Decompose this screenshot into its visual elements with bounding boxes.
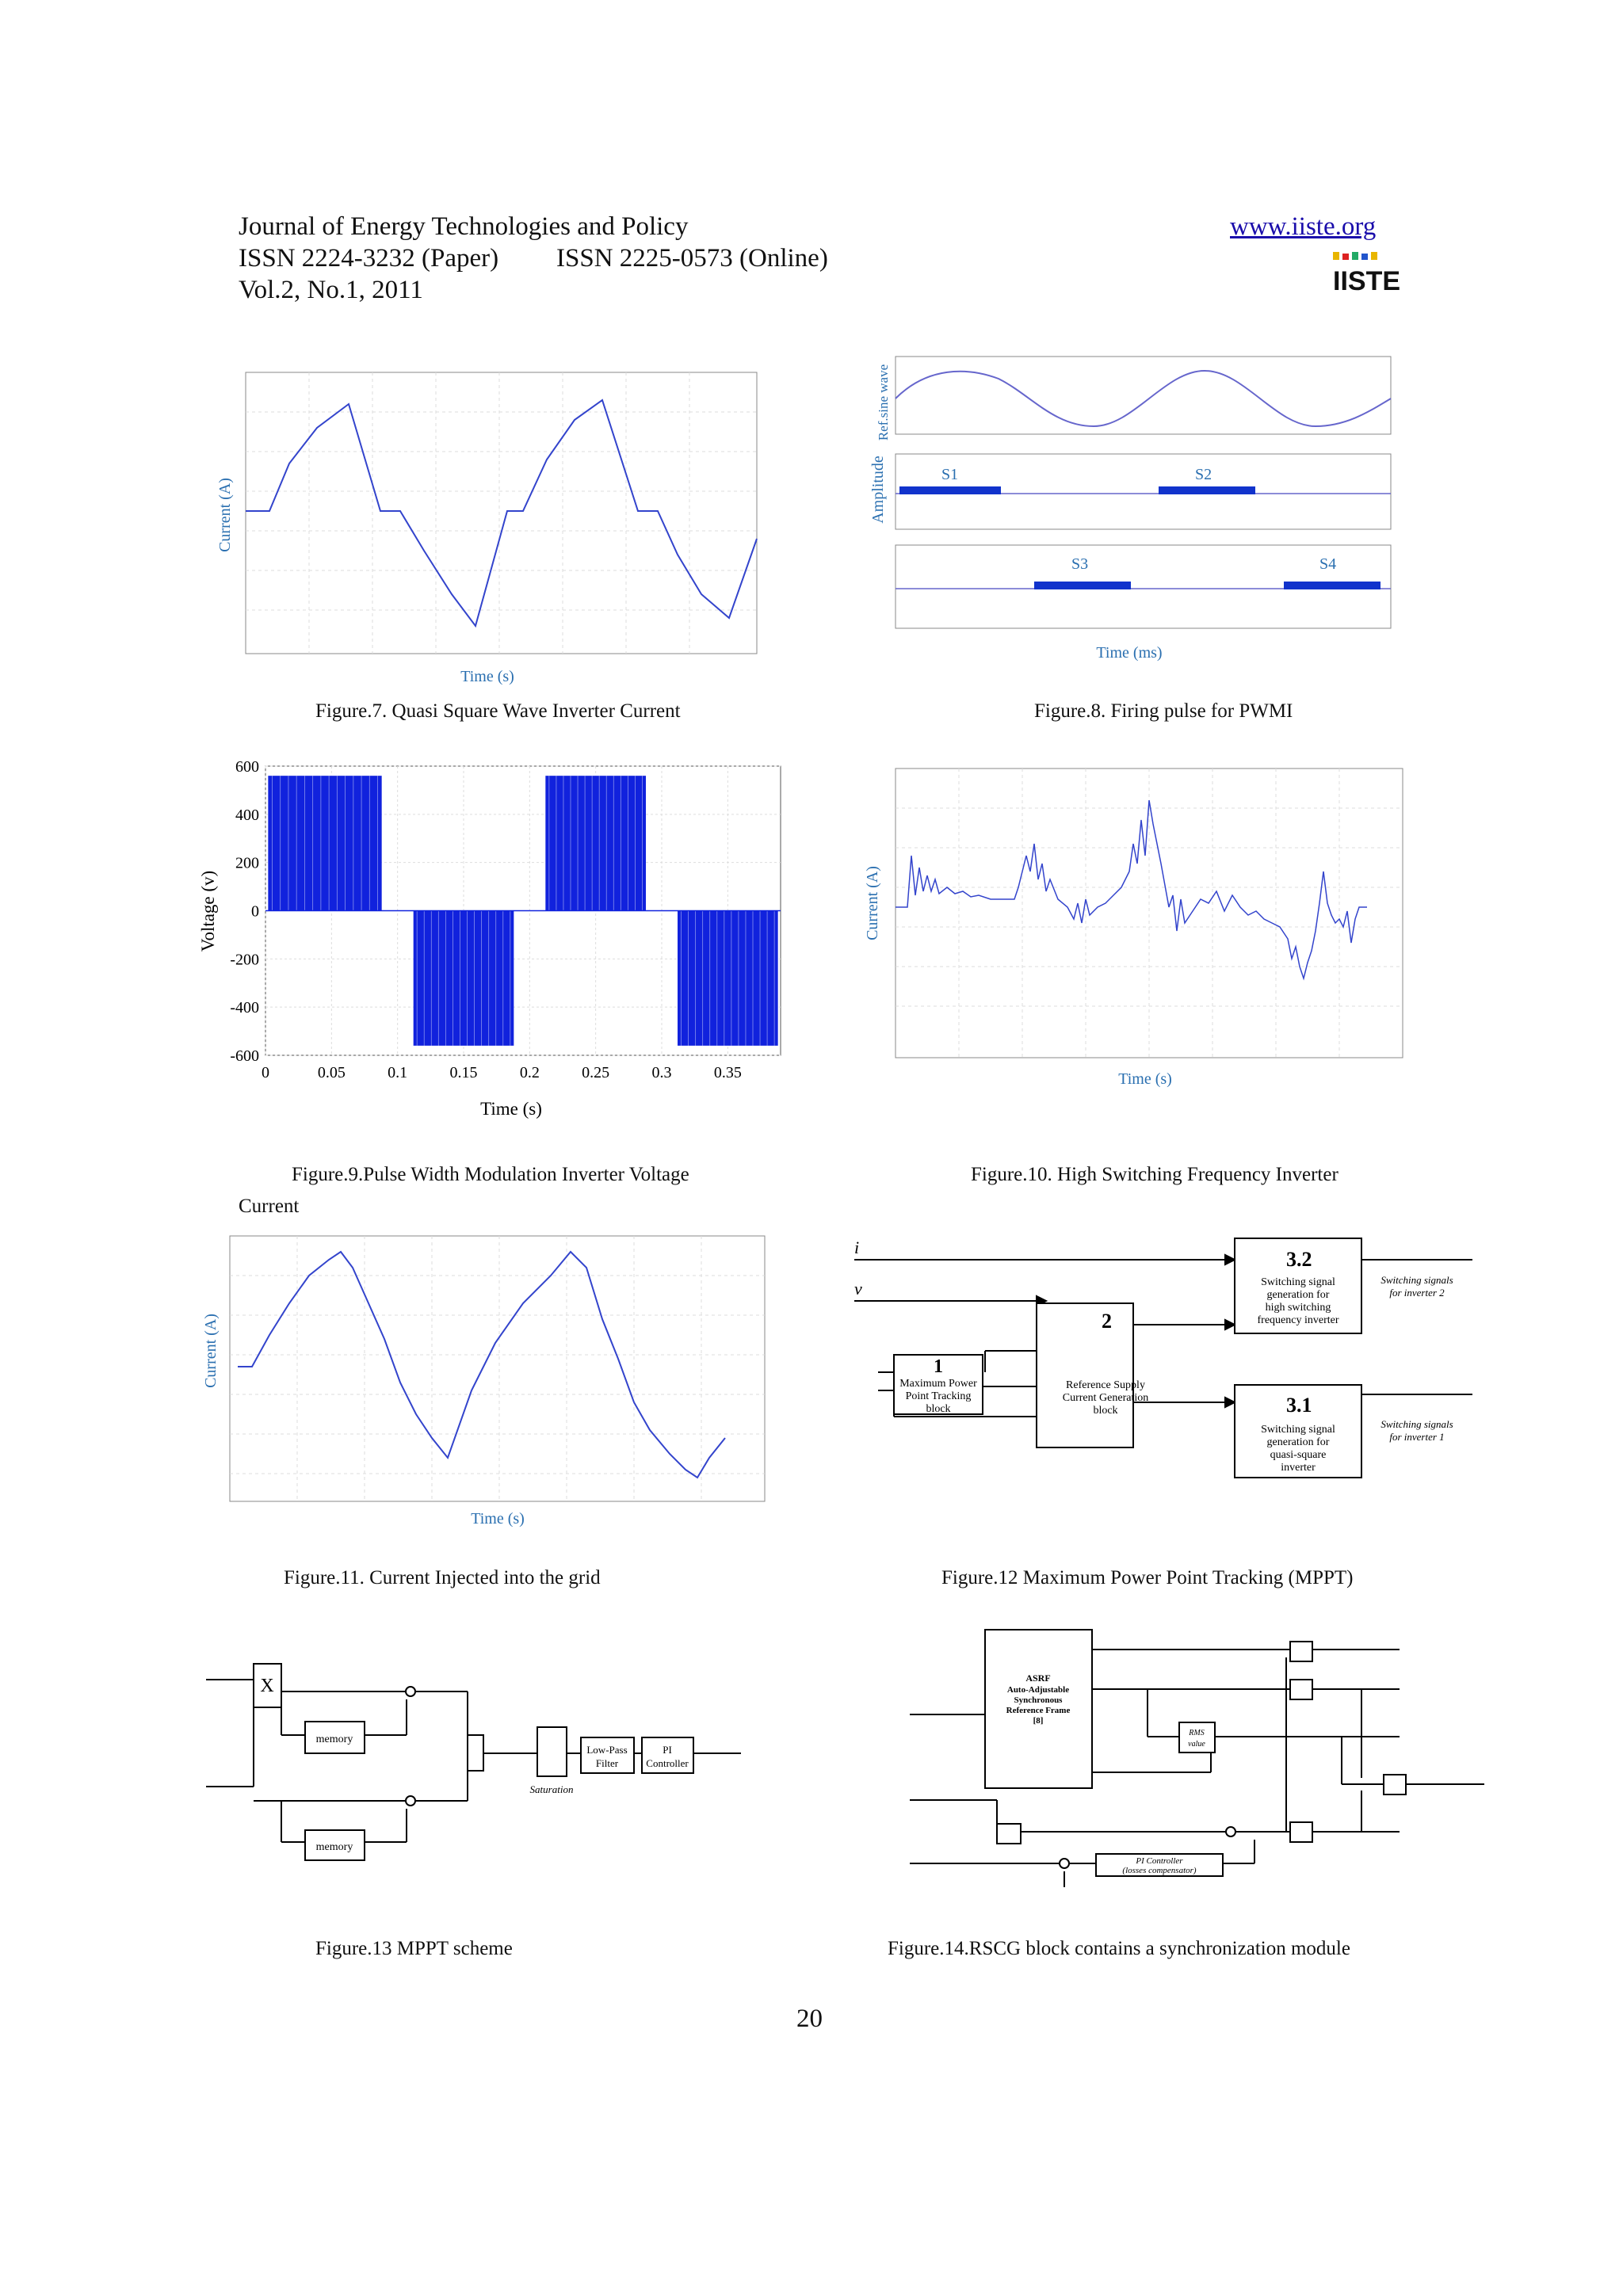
fig12-block31-line1: Switching signal <box>1261 1424 1335 1436</box>
fig12-block32-line3: high switching <box>1265 1302 1331 1314</box>
figure-14 <box>902 1626 1504 1895</box>
fig9-xlabel: Time (s) <box>480 1099 542 1119</box>
fig9-ylabel: Voltage (v) <box>198 870 218 952</box>
fig12-block31-line2: generation for <box>1266 1436 1330 1448</box>
fig7-caption: Figure.7. Quasi Square Wave Inverter Current <box>315 700 681 722</box>
fig12-out2-line1: Switching signals <box>1381 1274 1453 1286</box>
fig13-saturation: Saturation <box>529 1783 574 1795</box>
fig12-out2-line2: for inverter 2 <box>1389 1287 1445 1299</box>
fig13-memory-2: memory <box>315 1841 353 1853</box>
fig9-ytick-label: 200 <box>235 854 259 872</box>
fig9-xtick-label: 0.05 <box>317 1064 346 1081</box>
fig14-asrf-line5: [8] <box>1033 1716 1044 1726</box>
fig9-ytick-label: -600 <box>230 1047 259 1065</box>
fig13-pi-line2: Controller <box>646 1757 689 1769</box>
fig8-ylabel-top: Ref.sine wave <box>876 364 891 441</box>
fig8-pulse-s4: S4 <box>1319 555 1337 573</box>
fig14-asrf-line3: Synchronous <box>1014 1695 1063 1705</box>
fig11-xlabel: Time (s) <box>471 1510 525 1527</box>
fig9-ytick-label: -200 <box>230 951 259 969</box>
fig9-xtick-label: 0.2 <box>519 1064 540 1081</box>
fig12-block32-line1: Switching signal <box>1261 1276 1335 1288</box>
journal-title: Journal of Energy Technologies and Policy <box>239 212 689 241</box>
fig9-xtick-label: 0.3 <box>651 1064 672 1081</box>
fig9-pwm-block <box>268 776 381 910</box>
fig14-rms-line1: RMS <box>1189 1729 1205 1737</box>
issn-online: ISSN 2225-0573 (Online) <box>556 244 828 273</box>
fig9-pwm-block <box>678 911 778 1046</box>
fig14-pi-line1: PI Controller <box>1136 1856 1183 1866</box>
svg-text:IISTE: IISTE <box>1333 266 1401 296</box>
figure-12 <box>846 1236 1480 1521</box>
issn-paper: ISSN 2224-3232 (Paper) <box>239 244 499 273</box>
figure-9 <box>194 757 796 1121</box>
fig10-ylabel: Current (A) <box>864 866 881 940</box>
fig8-xlabel: Time (ms) <box>1096 644 1163 662</box>
fig12-block32-line2: generation for <box>1266 1289 1330 1301</box>
fig13-lowpass-line1: Low-Pass <box>586 1744 628 1756</box>
fig9-caption-line2: Current <box>239 1196 300 1217</box>
figure-13 <box>202 1636 749 1890</box>
fig13-lowpass-line2: Filter <box>595 1757 619 1769</box>
fig12-block1-line2: Point Tracking <box>905 1390 972 1402</box>
fig9-xtick-label: 0.35 <box>713 1064 742 1081</box>
fig13-caption: Figure.13 MPPT scheme <box>315 1938 513 1959</box>
fig9-ytick-label: -400 <box>230 999 259 1017</box>
fig11-ylabel: Current (A) <box>202 1314 220 1388</box>
fig12-block2-line2: Current Generation <box>1062 1392 1149 1404</box>
fig12-block31-line3: quasi-square <box>1270 1449 1327 1461</box>
fig7-ylabel: Current (A) <box>216 478 234 552</box>
fig12-block2-num: 2 <box>1102 1310 1112 1333</box>
fig12-block2-line1: Reference Supply <box>1066 1379 1145 1391</box>
fig8-pulse-s2: S2 <box>1195 466 1212 483</box>
fig9-ytick-label: 600 <box>235 758 259 776</box>
fig8-ylabel-mid: Amplitude <box>869 456 887 524</box>
fig12-block1-line3: block <box>926 1403 951 1415</box>
volume-info: Vol.2, No.1, 2011 <box>239 276 423 304</box>
fig12-block2-line3: block <box>1093 1405 1118 1417</box>
fig9-xtick-label: 0 <box>262 1064 269 1081</box>
fig13-memory-1: memory <box>315 1733 353 1745</box>
fig12-block1-num: 1 <box>934 1356 943 1377</box>
fig12-block32-line4: frequency inverter <box>1257 1314 1339 1326</box>
fig13-multiplier: X <box>260 1676 274 1696</box>
fig14-rms-line2: value <box>1188 1740 1205 1749</box>
website-link[interactable]: www.iiste.org <box>1230 212 1377 241</box>
fig13-pi-line1: PI <box>663 1744 672 1756</box>
fig12-block1-line1: Maximum Power <box>899 1378 977 1390</box>
fig9-pwm-block <box>414 911 514 1046</box>
fig9-ytick-label: 0 <box>251 902 259 921</box>
fig9-caption-line1: Figure.9.Pulse Width Modulation Inverter Voltage <box>292 1164 689 1185</box>
fig12-input-vs: v <box>854 1279 862 1299</box>
fig12-out1-line1: Switching signals <box>1381 1418 1453 1430</box>
fig14-pi-line2: (losses compensator) <box>1122 1866 1197 1875</box>
fig7-xlabel: Time (s) <box>460 668 514 685</box>
fig8-pulse-s1: S1 <box>941 466 959 483</box>
figure-7 <box>214 357 769 689</box>
fig10-xlabel: Time (s) <box>1118 1070 1172 1088</box>
fig14-asrf-line4: Reference Frame <box>1006 1706 1071 1715</box>
figure-8 <box>864 355 1419 672</box>
fig8-caption: Figure.8. Firing pulse for PWMI <box>1034 700 1293 722</box>
fig12-caption: Figure.12 Maximum Power Point Tracking (MPPT) <box>941 1567 1354 1589</box>
fig9-xtick-label: 0.1 <box>388 1064 408 1081</box>
iiste-logo <box>1331 252 1401 301</box>
fig12-input-is: i <box>854 1238 860 1257</box>
fig9-xtick-label: 0.15 <box>449 1064 478 1081</box>
figure-11 <box>198 1232 777 1533</box>
fig9-ytick-label: 400 <box>235 806 259 824</box>
fig12-block32-num: 3.2 <box>1286 1248 1312 1271</box>
fig8-pulse-s3: S3 <box>1071 555 1089 573</box>
fig14-caption: Figure.14.RSCG block contains a synchronization module <box>888 1938 1350 1959</box>
fig10-caption: Figure.10. High Switching Frequency Inverter <box>971 1164 1338 1185</box>
figure-10 <box>860 761 1415 1093</box>
fig12-out1-line2: for inverter 1 <box>1389 1431 1445 1443</box>
fig12-block31-line4: inverter <box>1281 1462 1316 1474</box>
fig14-asrf-line2: Auto-Adjustable <box>1006 1685 1070 1695</box>
fig11-caption: Figure.11. Current Injected into the grid <box>284 1567 601 1589</box>
fig12-block31-num: 3.1 <box>1286 1394 1312 1417</box>
fig9-pwm-block <box>545 776 646 910</box>
page-number: 20 <box>796 2004 823 2033</box>
fig14-asrf-line1: ASRF <box>1025 1672 1051 1684</box>
fig9-xtick-label: 0.25 <box>582 1064 610 1081</box>
